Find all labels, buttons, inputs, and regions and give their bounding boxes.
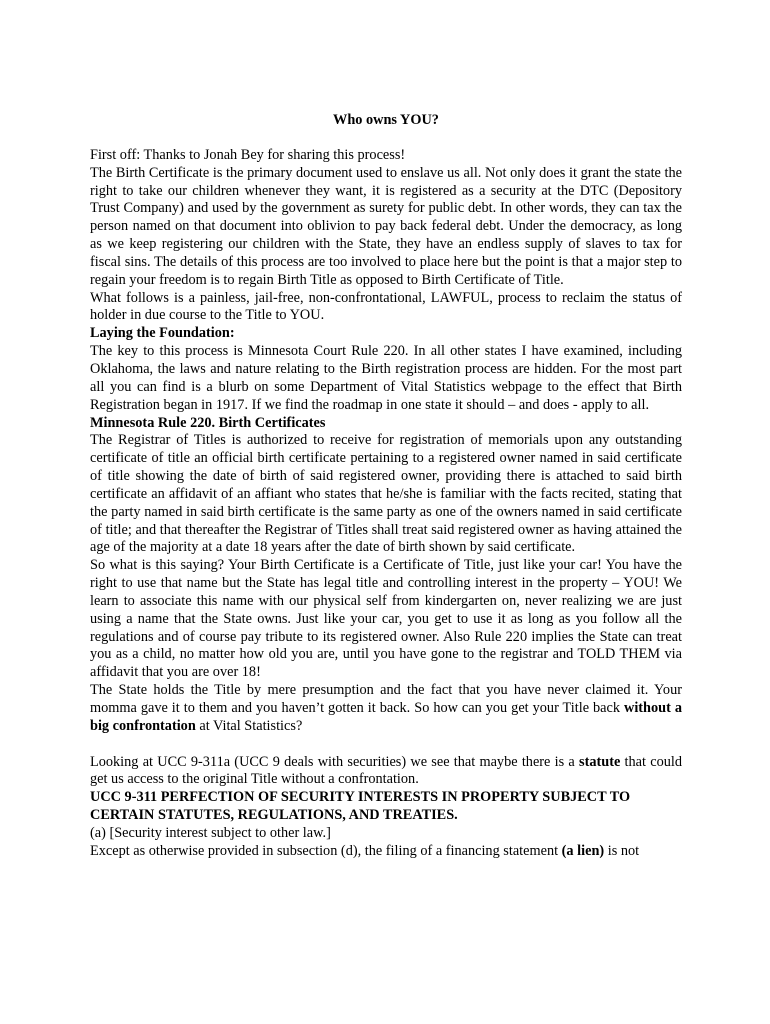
- document-page: [90, 112, 682, 861]
- paragraph-ucc-except: [90, 843, 682, 861]
- text-segment: at Vital Statistics?: [195, 717, 303, 734]
- blank-line: [90, 736, 682, 754]
- bold-text: (a lien): [561, 842, 605, 859]
- document-title: Who owns YOU?: [333, 112, 439, 128]
- text-segment: The State holds the Title by mere presumption and the fact that you have never claimed it. Your momma gave it to them and you haven’t gotten it back. So how can you get your Title back: [90, 682, 682, 716]
- paragraph-foundation: The key to this process is Minnesota Court Rule 220. In all other states I have examined, including Oklahoma, the laws and nature relating to the Birth registration process are hidden. For the most part all you can find is a blurb on some Department of Vital Statistics webpage to the effect that Birth Registration began in 1917. If we find the roadmap in one state it should – and does - apply to all.: [90, 343, 682, 413]
- text-segment: Looking at UCC 9-311a (UCC 9 deals with securities) we see that maybe there is a: [90, 753, 580, 770]
- paragraph-birth-certificate: The Birth Certificate is the primary document used to enslave us all. Not only does it grant the state the right to take our children whenever they want, it is registered as a security at the DTC (Depository Trust Company) and used by the government as surety for public debt. In other words, they can tax the person named on that document into oblivion to pay back federal debt. Under the democracy, as long as we keep registering our children with the State, they have an endless supply of slaves to tax for fiscal sins. The details of this process are too involved to place here but the point is that a major step to regain your freedom is to regain Birth Title as opposed to Birth Certificate of Title.: [90, 164, 682, 288]
- paragraph-what-follows: What follows is a painless, jail-free, non-confrontational, LAWFUL, process to reclaim the status of holder in due course to the Title to YOU.: [90, 289, 682, 324]
- heading-ucc-9-311: UCC 9-311 PERFECTION OF SECURITY INTERESTS IN PROPERTY SUBJECT TO CERTAIN STATUTES, REGULATIONS, AND TREATIES.: [90, 789, 631, 824]
- paragraph-ucc-9-311a: [90, 754, 682, 790]
- paragraph-rule-220: The Registrar of Titles is authorized to receive for registration of memorials upon any outstanding certificate of title an official birth certificate pertaining to a registered owner named in said certificate of title showing the date of birth of said registered owner, providing there is attached to said birth certificate an affidavit of an affiant who states that he/she is familiar with the facts recited, stating that the party named in said birth certificate is the same party as one of the owners named in said certificate of title; and that thereafter the Registrar of Titles shall treat said registered owner as having attained the age of the majority at a date 18 years after the date of birth shown by said certificate.: [90, 432, 682, 556]
- bold-text: statute: [579, 753, 621, 770]
- paragraph-state-holds-title: [90, 682, 682, 736]
- heading-laying-foundation: Laying the Foundation:: [90, 325, 235, 342]
- bold-text: without a big confrontation: [90, 700, 683, 734]
- text-segment: is not: [604, 842, 640, 859]
- text-segment: Except as otherwise provided in subsection (d), the filing of a financing statement: [90, 842, 562, 859]
- paragraph-thanks: First off: Thanks to Jonah Bey for sharing this process!: [90, 146, 406, 163]
- paragraph-what-is-this-saying: So what is this saying? Your Birth Certificate is a Certificate of Title, just like your car! You have the right to use that name but the State has legal title and controlling interest in the property – YOU! We learn to associate this name with our physical self from kindergarten on, never realizing we are just using a name that the State owns. Just like your car, you get to use it as long as you follow all the regulations and of course pay tribute to its registered owner. Also Rule 220 implies the State can treat you as a child, no matter how old you are, until you have gone to the registrar and TOLD THEM via affidavit that you are over 18!: [90, 557, 682, 681]
- text-segment: that could get us access to the original Title without a confrontation.: [90, 753, 683, 788]
- paragraph-ucc-subsection-a: (a) [Security interest subject to other law.]: [90, 824, 331, 841]
- heading-minnesota-rule-220: Minnesota Rule 220. Birth Certificates: [90, 414, 326, 431]
